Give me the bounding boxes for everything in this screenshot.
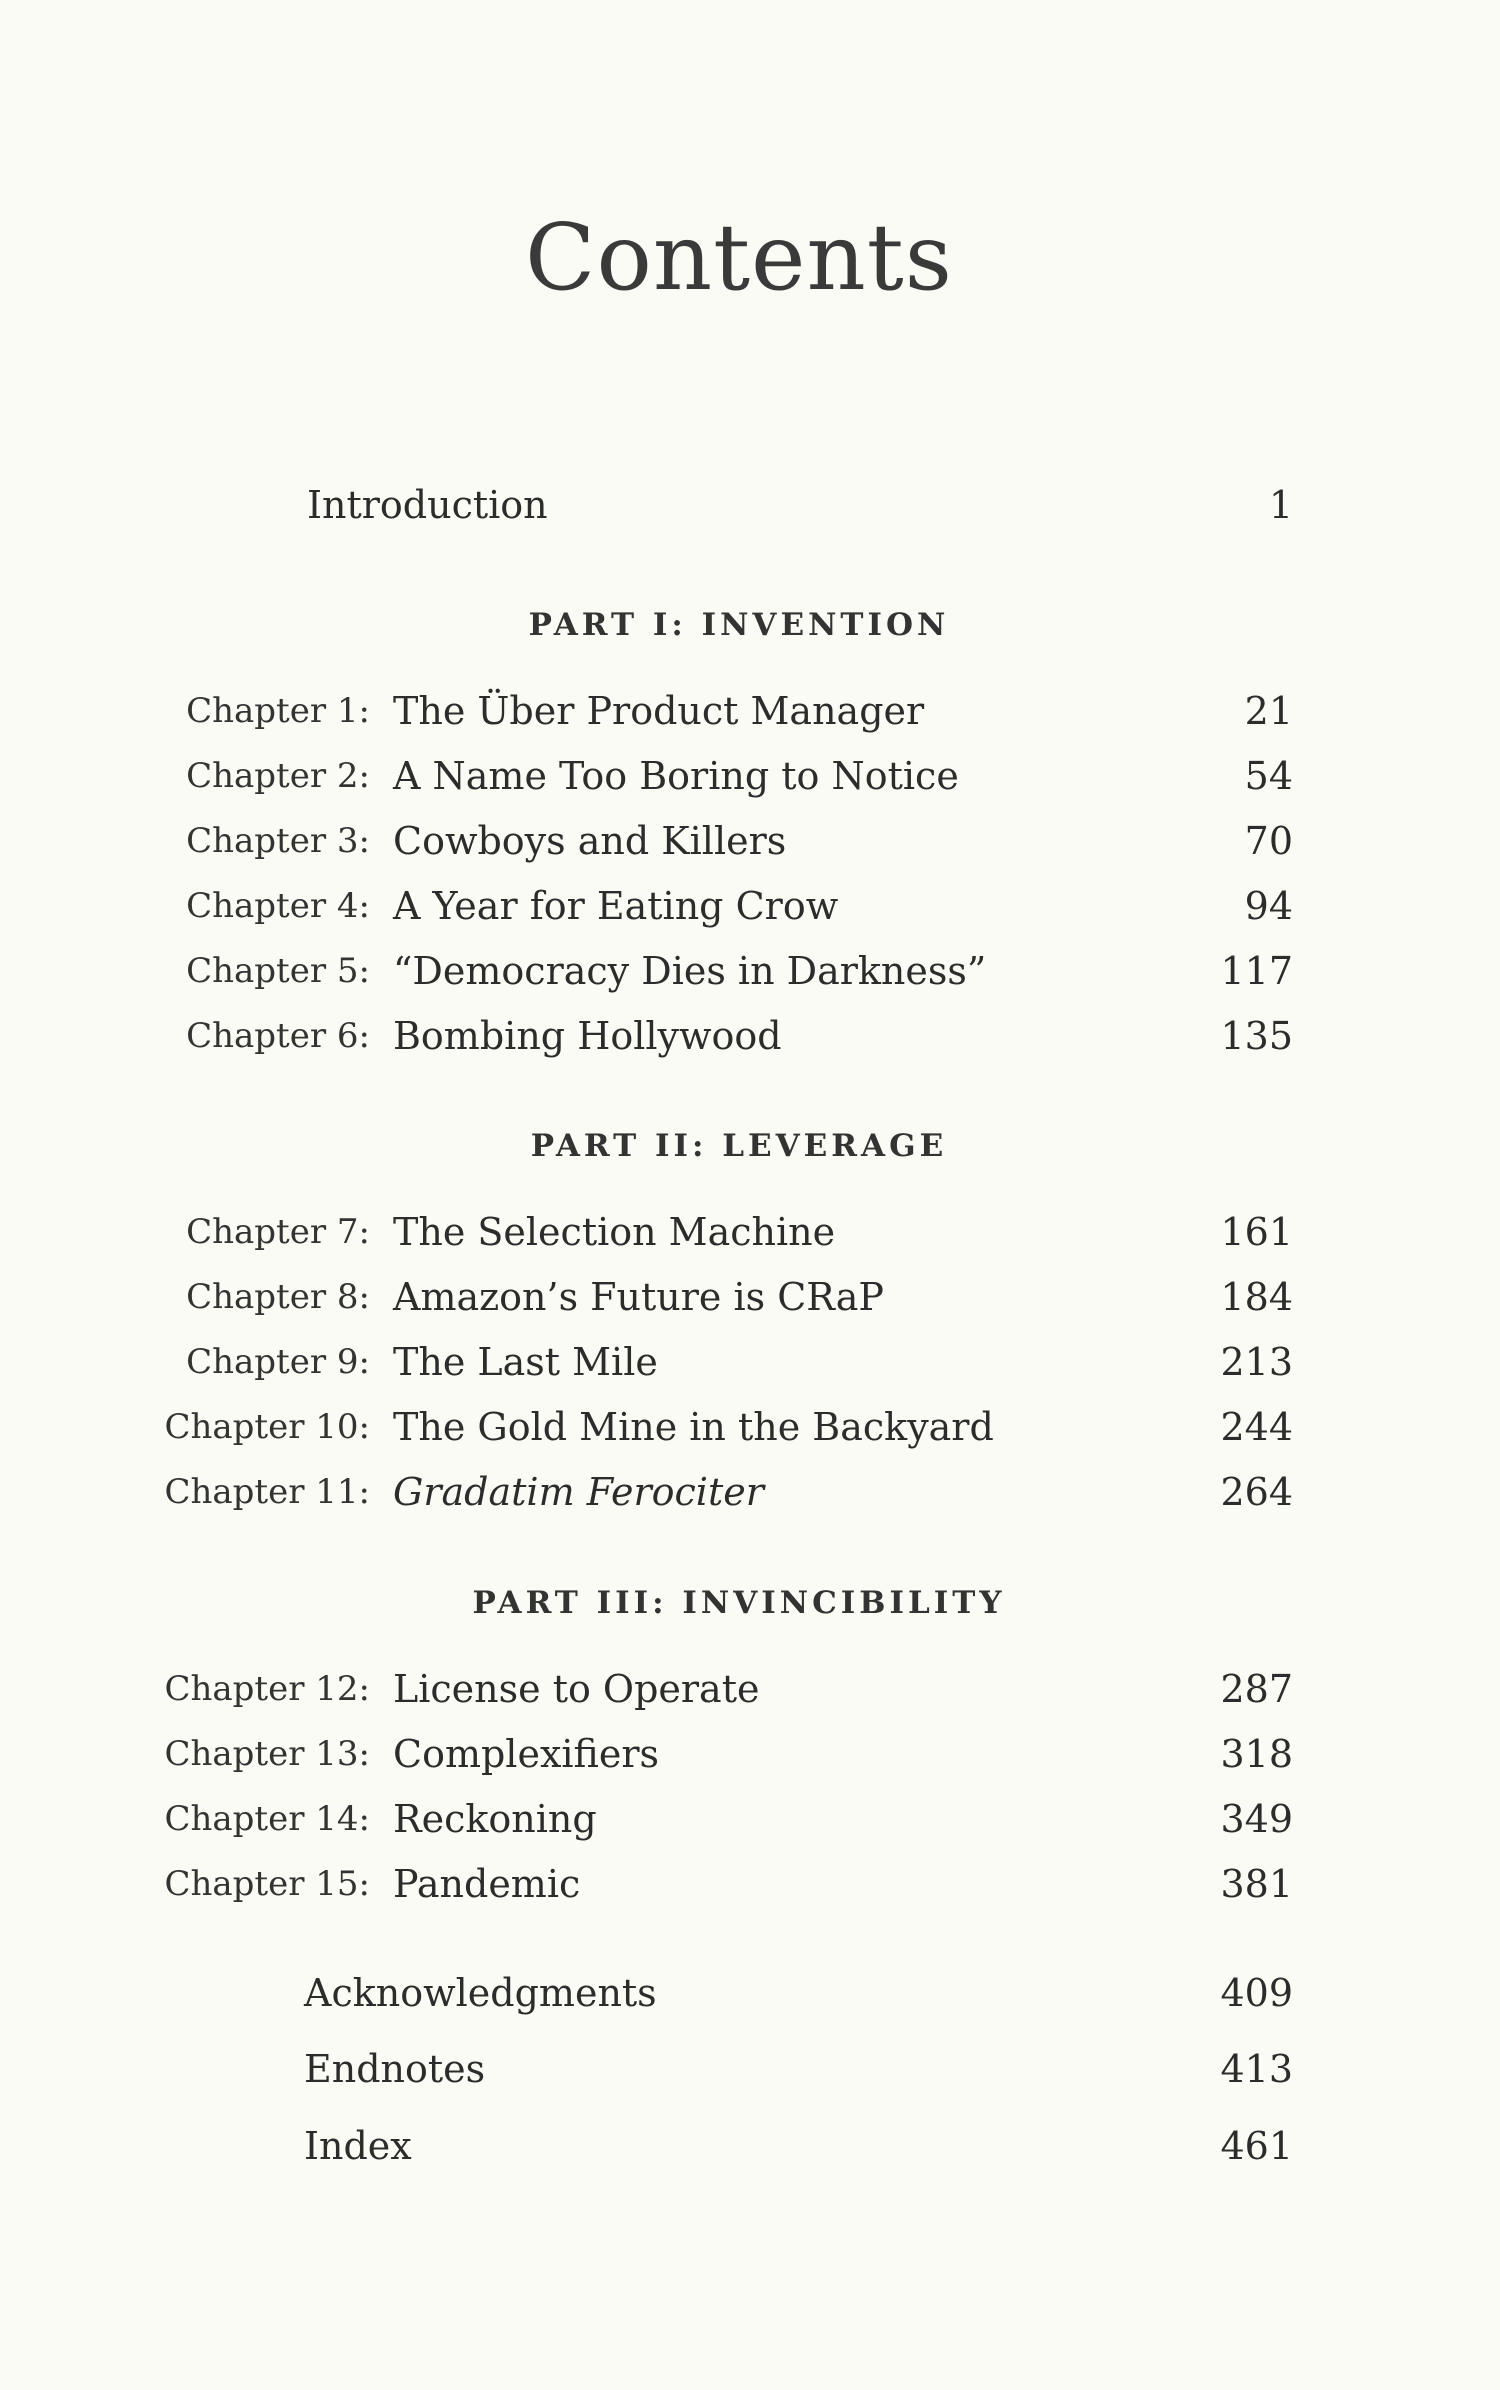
chapter-page-number: 161 [1220,1210,1293,1254]
chapter-page-number: 184 [1220,1275,1293,1319]
chapter-label: Chapter 11: [164,1472,370,1512]
toc-entry-chapter[interactable] [0,678,1500,744]
chapter-title: Gradatim Ferociter [393,1470,764,1514]
chapter-title: Bombing Hollywood [393,1014,782,1058]
chapter-title: The Selection Machine [393,1210,836,1254]
toc-entry-chapter[interactable] [0,1199,1500,1265]
chapter-label: Chapter 9: [186,1342,370,1382]
toc-entry-chapter[interactable] [0,808,1500,874]
chapter-page-number: 21 [1244,689,1293,733]
chapter-page-number: 70 [1244,819,1293,863]
chapter-label: Chapter 15: [164,1864,370,1904]
entry-title: Index [304,2124,412,2168]
entry-title: Endnotes [304,2047,486,2091]
entry-title: Introduction [307,483,548,527]
chapter-page-number: 54 [1244,754,1293,798]
chapter-page-number: 135 [1220,1014,1293,1058]
chapter-title: The Gold Mine in the Backyard [393,1405,994,1449]
chapter-label: Chapter 1: [186,691,370,731]
toc-entry-chapter[interactable] [0,938,1500,1004]
entry-page-number: 461 [1220,2124,1293,2168]
chapter-label: Chapter 5: [186,951,370,991]
toc-entry-chapter[interactable] [0,1329,1500,1395]
chapter-page-number: 287 [1220,1667,1293,1711]
chapter-page-number: 117 [1220,949,1293,993]
part-heading: PART I: INVENTION [528,607,950,643]
chapter-page-number: 349 [1220,1797,1293,1841]
toc-entry-introduction[interactable] [0,472,1500,538]
chapter-title: “Democracy Dies in Darkness” [393,949,987,993]
toc-entry-chapter[interactable] [0,1003,1500,1069]
chapter-title: A Year for Eating Crow [393,884,839,928]
chapter-page-number: 94 [1244,884,1293,928]
toc-entry-chapter[interactable] [0,1721,1500,1787]
toc-entry-chapter[interactable] [0,1459,1500,1525]
chapter-page-number: 213 [1220,1340,1293,1384]
chapter-title: Cowboys and Killers [393,819,787,863]
toc-entry-index[interactable] [0,2113,1500,2179]
chapter-title: A Name Too Boring to Notice [393,754,959,798]
chapter-page-number: 244 [1220,1405,1293,1449]
part-heading: PART III: INVINCIBILITY [472,1585,1006,1621]
chapter-title: Complexifiers [393,1732,660,1776]
chapter-label: Chapter 14: [164,1799,370,1839]
chapter-label: Chapter 4: [186,886,370,926]
toc-entry-chapter[interactable] [0,1851,1500,1917]
chapter-page-number: 318 [1220,1732,1293,1776]
toc-entry-chapter[interactable] [0,873,1500,939]
entry-page-number: 1 [1268,483,1293,527]
chapter-label: Chapter 7: [186,1212,370,1252]
chapter-title: License to Operate [393,1667,760,1711]
toc-entry-chapter[interactable] [0,1394,1500,1460]
chapter-title: Reckoning [393,1797,597,1841]
chapter-label: Chapter 3: [186,821,370,861]
entry-page-number: 413 [1220,2047,1293,2091]
toc-entry-chapter[interactable] [0,1264,1500,1330]
toc-entry-chapter[interactable] [0,1786,1500,1852]
chapter-title: Pandemic [393,1862,581,1906]
part-heading: PART II: LEVERAGE [530,1128,948,1164]
chapter-title: Amazon’s Future is CRaP [393,1275,884,1319]
toc-entry-endnotes[interactable] [0,2036,1500,2102]
chapter-label: Chapter 13: [164,1734,370,1774]
chapter-label: Chapter 12: [164,1669,370,1709]
chapter-title: The Über Product Manager [393,689,925,733]
chapter-title: The Last Mile [393,1340,658,1384]
toc-entry-chapter[interactable] [0,1656,1500,1722]
toc-entry-chapter[interactable] [0,743,1500,809]
entry-page-number: 409 [1220,1971,1293,2015]
page-title: Contents [525,204,953,311]
toc-entry-acknowledgments[interactable] [0,1960,1500,2026]
chapter-page-number: 264 [1220,1470,1293,1514]
chapter-label: Chapter 2: [186,756,370,796]
chapter-label: Chapter 6: [186,1016,370,1056]
chapter-label: Chapter 10: [164,1407,370,1447]
chapter-page-number: 381 [1220,1862,1293,1906]
chapter-label: Chapter 8: [186,1277,370,1317]
entry-title: Acknowledgments [304,1971,657,2015]
